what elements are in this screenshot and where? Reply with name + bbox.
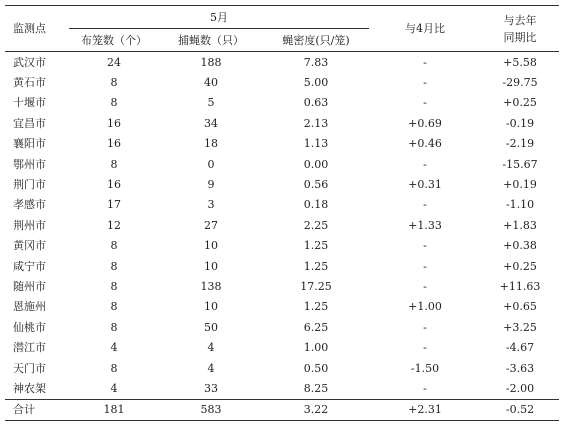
cell-traps: 8: [110, 96, 118, 110]
cell-density: 0.00: [303, 157, 329, 171]
cell-density: 17.25: [300, 279, 332, 293]
cell-flies: 50: [204, 320, 218, 334]
cell-vs-last-year: +1.83: [503, 218, 537, 232]
cell-traps: 16: [107, 178, 121, 192]
header-traps: 布笼数（个）: [69, 29, 159, 52]
header-vs-april: 与4月比: [369, 6, 481, 52]
table-header: [5, 6, 559, 52]
table-row: [5, 317, 559, 337]
cell-density: 2.13: [303, 116, 329, 130]
cell-traps: 4: [110, 341, 118, 355]
cell-station: 鄂州市: [13, 157, 46, 171]
cell-station: 宜昌市: [13, 116, 46, 130]
cell-density: 0.50: [303, 361, 329, 375]
cell-traps: 8: [110, 157, 118, 171]
header-station: 监测点: [5, 6, 69, 52]
cell-station: 随州市: [13, 279, 46, 293]
table-row: [5, 195, 559, 215]
cell-density: 1.00: [303, 341, 329, 355]
cell-traps: 8: [110, 320, 118, 334]
cell-station: 仙桃市: [13, 320, 46, 334]
total-label: 合计: [5, 399, 69, 420]
cell-station: 恩施州: [13, 300, 46, 314]
cell-flies: 34: [204, 116, 218, 130]
cell-vs-last-year: +0.19: [503, 178, 537, 192]
table-row: [5, 134, 559, 154]
cell-traps: 17: [107, 198, 121, 212]
cell-vs-april: +1.00: [408, 300, 442, 314]
cell-density: 2.25: [303, 218, 329, 232]
cell-flies: 18: [204, 137, 218, 151]
cell-station: 孝感市: [13, 198, 46, 212]
cell-station: 天门市: [13, 361, 46, 375]
cell-flies: 4: [207, 361, 215, 375]
cell-density: 0.18: [303, 198, 329, 212]
cell-traps: 8: [110, 259, 118, 273]
cell-vs-april: -: [423, 341, 427, 355]
cell-traps: 12: [107, 218, 121, 232]
cell-flies: 10: [204, 239, 218, 253]
cell-station: 武汉市: [13, 55, 46, 69]
table-row: [5, 72, 559, 92]
total-traps: 181: [69, 399, 159, 420]
table-footer: [5, 399, 559, 420]
table-row: [5, 113, 559, 133]
cell-density: 1.25: [303, 300, 329, 314]
cell-traps: 24: [107, 55, 121, 69]
cell-density: 7.83: [303, 55, 329, 69]
cell-density: 1.25: [303, 259, 329, 273]
fly-density-table: [5, 5, 559, 421]
header-density: 蝇密度(只/笼): [263, 29, 369, 52]
cell-density: 6.25: [303, 320, 329, 334]
table-body: [5, 52, 559, 400]
table-row: [5, 236, 559, 256]
cell-vs-april: -: [423, 381, 427, 395]
cell-vs-last-year: -2.00: [505, 381, 535, 395]
total-vs-april: +2.31: [369, 399, 481, 420]
cell-vs-last-year: +0.38: [503, 239, 537, 253]
header-vs-last-year-line2: 同期比: [503, 30, 537, 44]
cell-density: 8.25: [303, 381, 329, 395]
header-flies: 捕蝇数（只）: [159, 29, 263, 52]
cell-density: 5.00: [303, 76, 329, 90]
cell-vs-april: -: [423, 320, 427, 334]
cell-vs-april: +0.69: [408, 116, 442, 130]
header-vs-last-year-line1: 与去年: [503, 13, 537, 27]
table-row: [5, 52, 559, 73]
cell-vs-april: -: [423, 55, 427, 69]
cell-vs-april: -: [423, 76, 427, 90]
cell-vs-april: -: [423, 259, 427, 273]
fly-density-table-container: [5, 5, 559, 421]
cell-vs-april: -: [423, 198, 427, 212]
table-row: [5, 276, 559, 296]
cell-vs-april: -: [423, 96, 427, 110]
cell-vs-last-year: -29.75: [502, 76, 538, 90]
cell-vs-april: +0.31: [408, 178, 442, 192]
cell-vs-last-year: -3.63: [505, 361, 535, 375]
table-row: [5, 358, 559, 378]
cell-station: 十堰市: [13, 96, 46, 110]
cell-traps: 4: [110, 381, 118, 395]
cell-vs-last-year: -15.67: [502, 157, 538, 171]
header-may: 5月: [69, 6, 369, 29]
cell-vs-last-year: +0.65: [503, 300, 537, 314]
cell-traps: 8: [110, 239, 118, 253]
cell-vs-april: +1.33: [408, 218, 442, 232]
header-vs-last-year: [481, 6, 559, 52]
cell-flies: 40: [204, 76, 218, 90]
cell-vs-last-year: -4.67: [505, 341, 535, 355]
cell-flies: 0: [207, 157, 215, 171]
cell-flies: 27: [204, 218, 218, 232]
table-row: [5, 337, 559, 357]
cell-vs-april: -: [423, 279, 427, 293]
cell-station: 黄石市: [13, 76, 46, 90]
table-row: [5, 93, 559, 113]
cell-station: 潜江市: [13, 341, 46, 355]
cell-vs-last-year: +11.63: [499, 279, 541, 293]
cell-flies: 4: [207, 341, 215, 355]
cell-flies: 5: [207, 96, 215, 110]
cell-traps: 16: [107, 116, 121, 130]
table-row: [5, 378, 559, 399]
cell-flies: 9: [207, 178, 215, 192]
cell-vs-april: -1.50: [410, 361, 440, 375]
cell-density: 0.63: [303, 96, 329, 110]
table-row: [5, 154, 559, 174]
cell-vs-last-year: -0.19: [505, 116, 535, 130]
cell-station: 咸宁市: [13, 259, 46, 273]
total-row: [5, 399, 559, 420]
cell-station: 荆门市: [13, 178, 46, 192]
cell-station: 襄阳市: [13, 137, 46, 151]
cell-traps: 8: [110, 279, 118, 293]
table-row: [5, 174, 559, 194]
cell-density: 0.56: [303, 178, 329, 192]
cell-station: 荆州市: [13, 218, 46, 232]
cell-vs-last-year: +0.25: [503, 259, 537, 273]
cell-vs-last-year: -2.19: [505, 137, 535, 151]
cell-vs-last-year: +0.25: [503, 96, 537, 110]
table-row: [5, 256, 559, 276]
table-row: [5, 215, 559, 235]
cell-vs-april: -: [423, 157, 427, 171]
cell-flies: 33: [204, 381, 218, 395]
total-density: 3.22: [263, 399, 369, 420]
total-vs-last-year: -0.52: [481, 399, 559, 420]
cell-vs-april: -: [423, 239, 427, 253]
cell-flies: 10: [204, 300, 218, 314]
cell-flies: 10: [204, 259, 218, 273]
table-row: [5, 297, 559, 317]
cell-density: 1.13: [303, 137, 329, 151]
cell-flies: 138: [200, 279, 222, 293]
cell-vs-last-year: +3.25: [503, 320, 537, 334]
cell-vs-last-year: -1.10: [505, 198, 535, 212]
cell-density: 1.25: [303, 239, 329, 253]
total-flies: 583: [159, 399, 263, 420]
cell-vs-april: +0.46: [408, 137, 442, 151]
cell-traps: 16: [107, 137, 121, 151]
cell-traps: 8: [110, 361, 118, 375]
cell-traps: 8: [110, 76, 118, 90]
cell-traps: 8: [110, 300, 118, 314]
cell-flies: 188: [200, 55, 222, 69]
cell-vs-last-year: +5.58: [503, 55, 537, 69]
cell-flies: 3: [207, 198, 215, 212]
cell-station: 黄冈市: [13, 239, 46, 253]
cell-station: 神农架: [13, 381, 46, 395]
